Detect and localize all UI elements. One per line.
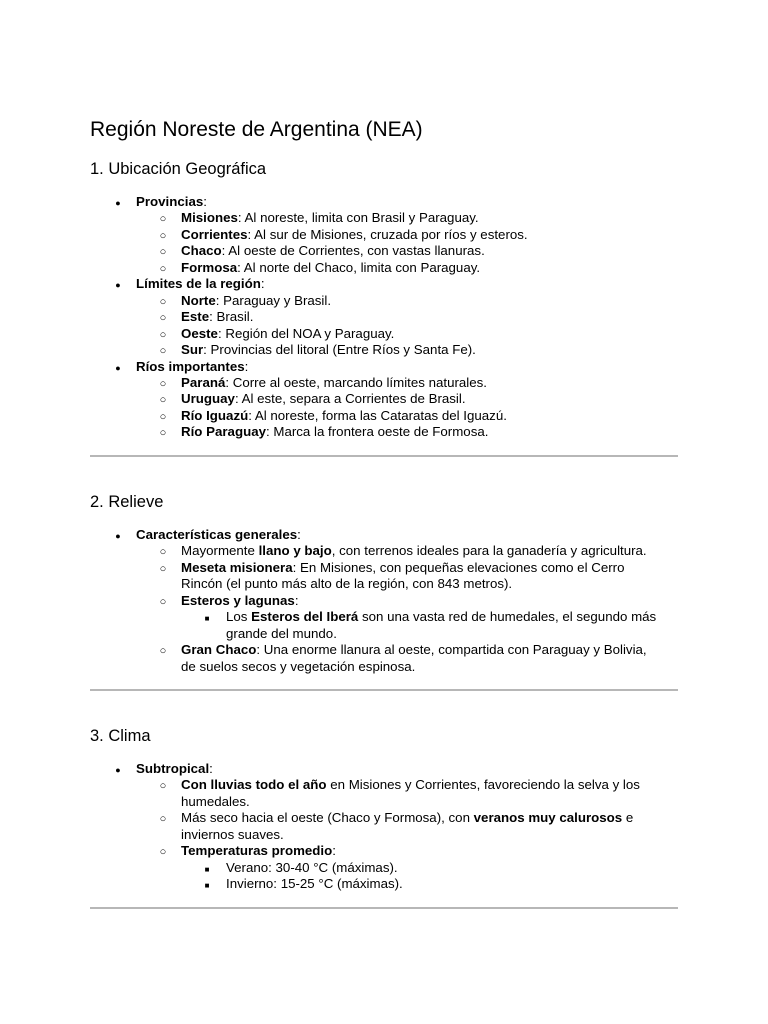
circle-bullet-icon [156,210,170,228]
circle-bullet-icon [156,408,170,426]
list-item-continuation [181,576,512,593]
page-title: Región Noreste de Argentina (NEA) [90,118,423,141]
list-item [136,194,207,211]
circle-bullet-icon [156,260,170,278]
list-item-term: Subtropical [136,761,210,776]
circle-bullet-icon [156,293,170,311]
list-item-term: llano y bajo [258,543,332,559]
list-item-text: en Misiones y Corrientes, favoreciendo la selva y los [326,777,640,793]
list-item-term: Esteros y lagunas [181,592,295,608]
list-item-term: Río Iguazú [181,407,249,423]
list-item [181,543,647,560]
list-item [181,810,633,827]
circle-bullet-icon [156,424,170,442]
list-item [181,642,647,659]
list-item-term: Chaco [181,243,222,259]
list-item [136,761,213,778]
list-item [181,375,487,392]
list-item-term: Gran Chaco [181,642,257,658]
list-item-text: , con terrenos ideales para la ganadería y agricultura. [331,543,647,559]
list-item-text: : Al norte del Chaco, limita con Paraguay. [237,259,481,275]
list-item-term: Misiones [181,210,238,226]
circle-bullet-icon [156,227,170,245]
list-item-term: Temperaturas promedio [181,843,333,859]
list-item-text: Más seco hacia el oeste (Chaco y Formosa), con [181,810,474,826]
list-item-term: Características generales [136,527,298,542]
list-item-text: son una vasta red de humedales, el segundo más [358,609,657,625]
list-item-text: : Al noreste, limita con Brasil y Paraguay. [237,210,479,226]
list-item-term: Formosa [181,259,238,275]
list-item [226,609,656,626]
list-item-text: Invierno: 15-25 °C (máximas). [226,876,403,892]
list-item-text: : Una enorme llanura al oeste, compartida con Paraguay y Bolivia, [256,642,647,658]
circle-bullet-icon [156,810,170,828]
section-divider [90,907,678,909]
list-item [181,560,624,577]
circle-bullet-icon [156,391,170,409]
list-item-continuation [181,827,284,844]
list-item-text: : [244,358,249,374]
list-item-term: Con lluvias todo el año [181,777,327,793]
circle-bullet-icon [156,543,170,561]
list-item-text: : Corre al oeste, marcando límites naturales. [225,374,487,390]
list-item-text: inviernos suaves. [181,826,284,842]
list-item-text: : [260,276,265,292]
list-item-text: : Al sur de Misiones, cruzada por ríos y esteros. [247,226,528,242]
disc-bullet-icon [111,527,125,545]
list-item-text: Rincón (el punto más alto de la región, con 843 metros). [181,576,513,592]
list-item-term: Este [181,309,210,325]
section-heading-clima: 3. Clima [90,727,151,745]
list-item [181,293,331,310]
list-item [136,359,248,376]
list-item-term: Uruguay [181,391,235,407]
list-item [181,342,476,359]
list-item-continuation [226,626,337,643]
list-item-term: Norte [181,292,216,308]
disc-bullet-icon [111,194,125,212]
list-item-text: : [209,761,213,776]
list-item-text: grande del mundo. [226,625,337,641]
circle-bullet-icon [156,243,170,261]
circle-bullet-icon [156,309,170,327]
list-item [136,527,301,544]
circle-bullet-icon [156,560,170,578]
list-item-text: : Al oeste de Corrientes, con vastas llanuras. [221,243,485,259]
list-item [181,210,479,227]
list-item-term: Límites de la región [136,276,261,292]
list-item [181,408,507,425]
list-item [226,860,398,877]
list-item [181,593,299,610]
list-item-term: Ríos importantes [136,358,245,374]
circle-bullet-icon [156,326,170,344]
list-item-text: : Paraguay y Brasil. [215,292,332,308]
section-heading-ubicacion: 1. Ubicación Geográfica [90,160,267,178]
list-item-text: Mayormente [181,543,259,559]
list-item [181,243,485,260]
list-item-text: : [297,527,301,542]
list-item [181,391,466,408]
disc-bullet-icon [111,276,125,294]
list-item-text: de suelos secos y vegetación espinosa. [181,658,416,674]
list-item-text: humedales. [181,793,250,809]
disc-bullet-icon [111,359,125,377]
circle-bullet-icon [156,593,170,611]
list-item [136,276,265,293]
circle-bullet-icon [156,843,170,861]
section-heading-relieve: 2. Relieve [90,493,164,511]
list-item-text: : Marca la frontera oeste de Formosa. [265,424,489,440]
section-divider [90,689,678,691]
list-item-text: : [203,194,207,209]
section-divider [90,455,678,457]
list-item-text: Verano: 30-40 °C (máximas). [226,859,398,875]
list-item [181,227,528,244]
list-item-text: : Brasil. [209,309,254,325]
list-item [181,843,336,860]
list-item [181,326,394,343]
list-item-text: Los [226,609,252,625]
disc-bullet-icon [111,761,125,779]
list-item-term: Oeste [181,325,218,341]
list-item-term: Esteros del Iberá [251,609,359,625]
list-item-term: Provincias [136,194,204,209]
list-item [181,424,488,441]
square-bullet-icon [200,609,214,628]
list-item-text: : Al noreste, forma las Cataratas del Iguazú. [248,407,507,423]
circle-bullet-icon [156,375,170,393]
list-item-continuation [181,659,415,676]
square-bullet-icon [200,876,214,895]
list-item-text: : Al este, separa a Corrientes de Brasil. [234,391,466,407]
list-item-text: : [332,843,336,859]
list-item-term: Meseta misionera [181,559,293,575]
list-item-text: : Provincias del litoral (Entre Ríos y Santa Fe). [203,342,476,358]
list-item-text: e [622,810,634,826]
list-item-term: veranos muy calurosos [473,810,623,826]
list-item-text: : [294,592,299,608]
list-item-term: Corrientes [181,226,248,242]
list-item [181,260,480,277]
list-item-term: Sur [181,342,204,358]
circle-bullet-icon [156,342,170,360]
list-item-text: : Región del NOA y Paraguay. [217,325,395,341]
list-item [181,777,640,794]
list-item-text: : En Misiones, con pequeñas elevaciones como el Cerro [292,559,625,575]
circle-bullet-icon [156,777,170,795]
list-item-term: Paraná [181,374,226,390]
list-item-continuation [181,794,250,811]
list-item [226,876,403,893]
list-item-term: Río Paraguay [181,424,266,440]
list-item [181,309,253,326]
circle-bullet-icon [156,642,170,660]
